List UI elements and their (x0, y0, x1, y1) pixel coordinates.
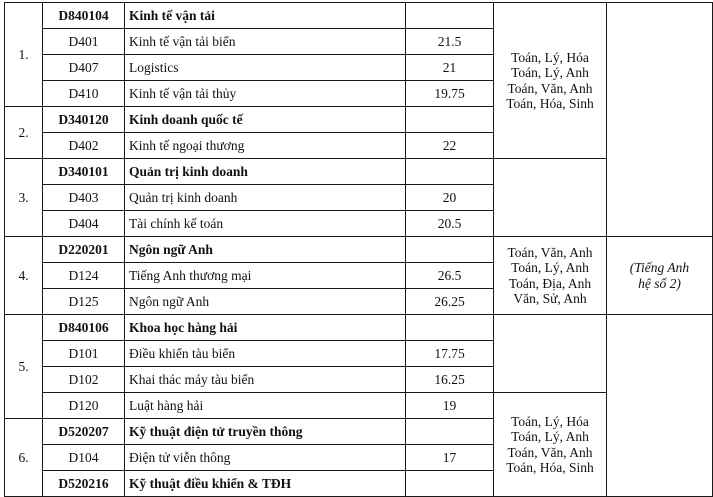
score-cell: 26.5 (406, 263, 494, 289)
score-cell (406, 159, 494, 185)
note-cell (607, 237, 713, 315)
subject-block-line: Toán, Lý, Anh (511, 65, 589, 81)
score-cell: 20 (406, 185, 494, 211)
subject-block-cell (494, 393, 607, 497)
score-cell (406, 419, 494, 445)
subject-block-line: Toán, Lý, Anh (511, 429, 589, 445)
program-name-cell: Luật hàng hải (125, 393, 406, 419)
row-index-cell: 2. (5, 107, 43, 159)
note-line: (Tiếng Anh (629, 260, 690, 276)
program-name-cell: Điện tử viễn thông (125, 445, 406, 471)
major-code-cell: D220201 (43, 237, 125, 263)
major-code-cell: D840104 (43, 3, 125, 29)
program-name-cell: Khai thác máy tàu biển (125, 367, 406, 393)
program-name-cell: Kinh tế vận tải thủy (125, 81, 406, 107)
score-cell: 17 (406, 445, 494, 471)
score-cell (406, 107, 494, 133)
program-code-cell: D404 (43, 211, 125, 237)
table-row (5, 3, 713, 29)
subject-block-cell-empty (494, 159, 607, 237)
table-row (5, 315, 713, 341)
score-cell: 26.25 (406, 289, 494, 315)
major-code-cell: D340120 (43, 107, 125, 133)
subject-block-cell-empty (494, 315, 607, 393)
score-cell (406, 237, 494, 263)
major-name-cell: Kỹ thuật điều khiển & TĐH (125, 471, 406, 497)
program-name-cell: Điều khiển tàu biển (125, 341, 406, 367)
score-cell: 19.75 (406, 81, 494, 107)
program-name-cell: Logistics (125, 55, 406, 81)
major-name-cell: Khoa học hàng hải (125, 315, 406, 341)
subject-block-line: Toán, Hóa, Sinh (506, 95, 594, 111)
table-body (5, 3, 713, 497)
major-code-cell: D520207 (43, 419, 125, 445)
row-index-cell: 4. (5, 237, 43, 315)
subject-block-line: Toán, Lý, Hóa (511, 50, 589, 66)
admission-score-table (4, 2, 713, 497)
score-cell (406, 471, 494, 497)
program-code-cell: D101 (43, 341, 125, 367)
row-index-cell: 3. (5, 159, 43, 237)
program-code-cell: D120 (43, 393, 125, 419)
table-row (5, 393, 713, 419)
score-cell: 21 (406, 55, 494, 81)
major-code-cell: D340101 (43, 159, 125, 185)
subject-block-line: Toán, Văn, Anh (507, 80, 593, 96)
major-name-cell: Quản trị kinh doanh (125, 159, 406, 185)
score-cell: 22 (406, 133, 494, 159)
row-index-cell: 1. (5, 3, 43, 107)
subject-block-line: Toán, Địa, Anh (508, 275, 592, 291)
subject-block-cell (494, 3, 607, 159)
program-code-cell: D124 (43, 263, 125, 289)
row-index-cell: 6. (5, 419, 43, 497)
program-code-cell: D104 (43, 445, 125, 471)
score-table-document (0, 2, 690, 491)
program-name-cell: Tài chính kế toán (125, 211, 406, 237)
program-name-cell: Tiếng Anh thương mại (125, 263, 406, 289)
program-code-cell: D407 (43, 55, 125, 81)
score-cell (406, 3, 494, 29)
subject-block-line: Toán, Lý, Hóa (511, 414, 589, 430)
program-code-cell: D125 (43, 289, 125, 315)
subject-block-line: Toán, Văn, Anh (507, 245, 593, 261)
major-name-cell: Kinh doanh quốc tế (125, 107, 406, 133)
program-name-cell: Quản trị kinh doanh (125, 185, 406, 211)
score-cell (406, 315, 494, 341)
score-cell: 21.5 (406, 29, 494, 55)
program-code-cell: D401 (43, 29, 125, 55)
score-cell: 19 (406, 393, 494, 419)
subject-block-line: Toán, Lý, Anh (511, 260, 589, 276)
program-code-cell: D102 (43, 367, 125, 393)
program-code-cell: D402 (43, 133, 125, 159)
program-code-cell: D410 (43, 81, 125, 107)
subject-block-line: Toán, Văn, Anh (507, 444, 593, 460)
score-cell: 20.5 (406, 211, 494, 237)
program-code-cell: D403 (43, 185, 125, 211)
program-name-cell: Kinh tế ngoại thương (125, 133, 406, 159)
table-row (5, 237, 713, 263)
program-name-cell: Kinh tế vận tải biển (125, 29, 406, 55)
major-name-cell: Kinh tế vận tải (125, 3, 406, 29)
subject-block-line: Toán, Hóa, Sinh (506, 459, 594, 475)
subject-block-line: Văn, Sử, Anh (513, 290, 587, 306)
table-row (5, 159, 713, 185)
score-cell: 17.75 (406, 341, 494, 367)
note-cell (607, 3, 713, 237)
major-name-cell: Ngôn ngữ Anh (125, 237, 406, 263)
score-cell: 16.25 (406, 367, 494, 393)
row-index-cell: 5. (5, 315, 43, 419)
major-name-cell: Kỹ thuật điện tử truyền thông (125, 419, 406, 445)
major-code-cell: D840106 (43, 315, 125, 341)
subject-block-cell (494, 237, 607, 315)
note-cell (607, 315, 713, 497)
program-name-cell: Ngôn ngữ Anh (125, 289, 406, 315)
major-code-cell: D520216 (43, 471, 125, 497)
note-line: hệ số 2) (638, 275, 681, 291)
